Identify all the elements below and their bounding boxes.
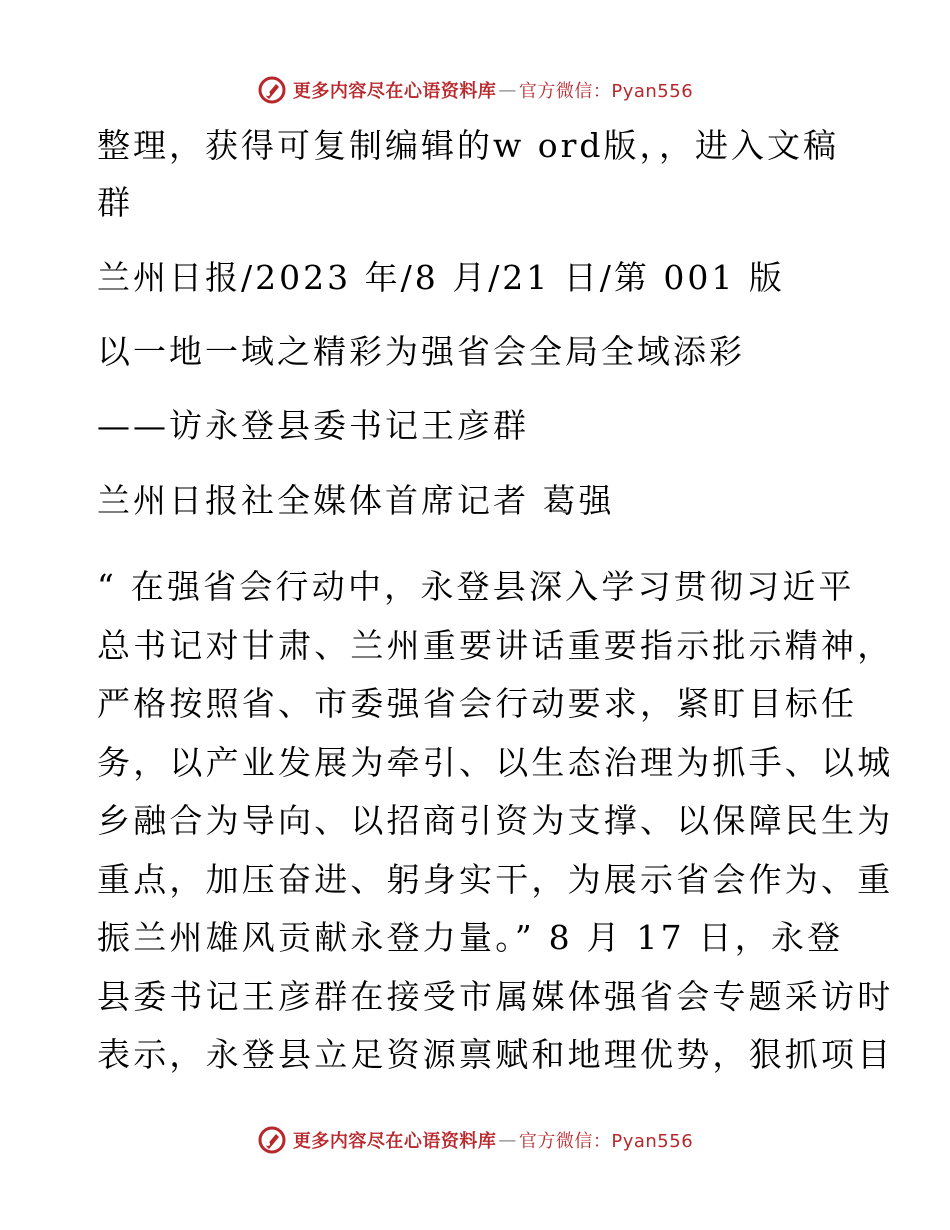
intro-line-1: 整理，获得可复制编辑的w ord版，，进入文稿 (97, 126, 840, 165)
header-watermark (0, 70, 950, 110)
body-line: “ 在强省会行动中，永登县深入学习贯彻习近平 (97, 567, 855, 606)
body-line: 严格按照省、市委强省会行动要求，紧盯目标任 (97, 684, 858, 723)
footer-watermark (0, 1120, 950, 1160)
dateline: 兰州日报/2023 年/8 月/21 日/第 001 版 (97, 258, 785, 297)
body-line: 表示，永登县立足资源禀赋和地理优势，狠抓项目 (97, 1035, 894, 1074)
pen-logo-icon (257, 75, 287, 105)
subheadline: ——访永登县委书记王彦群 (97, 406, 529, 445)
body-line: 振兰州雄风贡献永登力量。” 8 月 17 日，永登 (97, 918, 844, 957)
watermark-text: 更多内容尽在心语资料库 (292, 1131, 497, 1152)
watermark-separator: — (498, 79, 517, 101)
body-line: 重点，加压奋进、躬身实干，为展示省会作为、重 (97, 859, 894, 899)
byline: 兰州日报社全媒体首席记者 葛强 (97, 481, 615, 520)
body-line: 总书记对甘肃、兰州重要讲话重要指示批示精神， (97, 625, 894, 665)
watermark-text: 更多内容尽在心语资料库 (292, 81, 497, 102)
watermark-wechat: 官方微信：Pyan556 (518, 81, 694, 102)
watermark-separator: — (498, 1129, 517, 1151)
body-paragraph (97, 558, 894, 1085)
body-line: 务，以产业发展为牵引、以生态治理为抓手、以城 (97, 742, 894, 782)
watermark-wechat: 官方微信：Pyan556 (518, 1131, 694, 1152)
body-line: 乡融合为导向、以招商引资为支撑、以保障民生为 (97, 801, 894, 840)
body-line: 县委书记王彦群在接受市属媒体强省会专题采访时 (97, 976, 894, 1016)
pen-logo-icon (257, 1125, 287, 1155)
headline: 以一地一域之精彩为强省会全局全域添彩 (97, 332, 745, 371)
intro-line-2: 群 (97, 183, 133, 222)
